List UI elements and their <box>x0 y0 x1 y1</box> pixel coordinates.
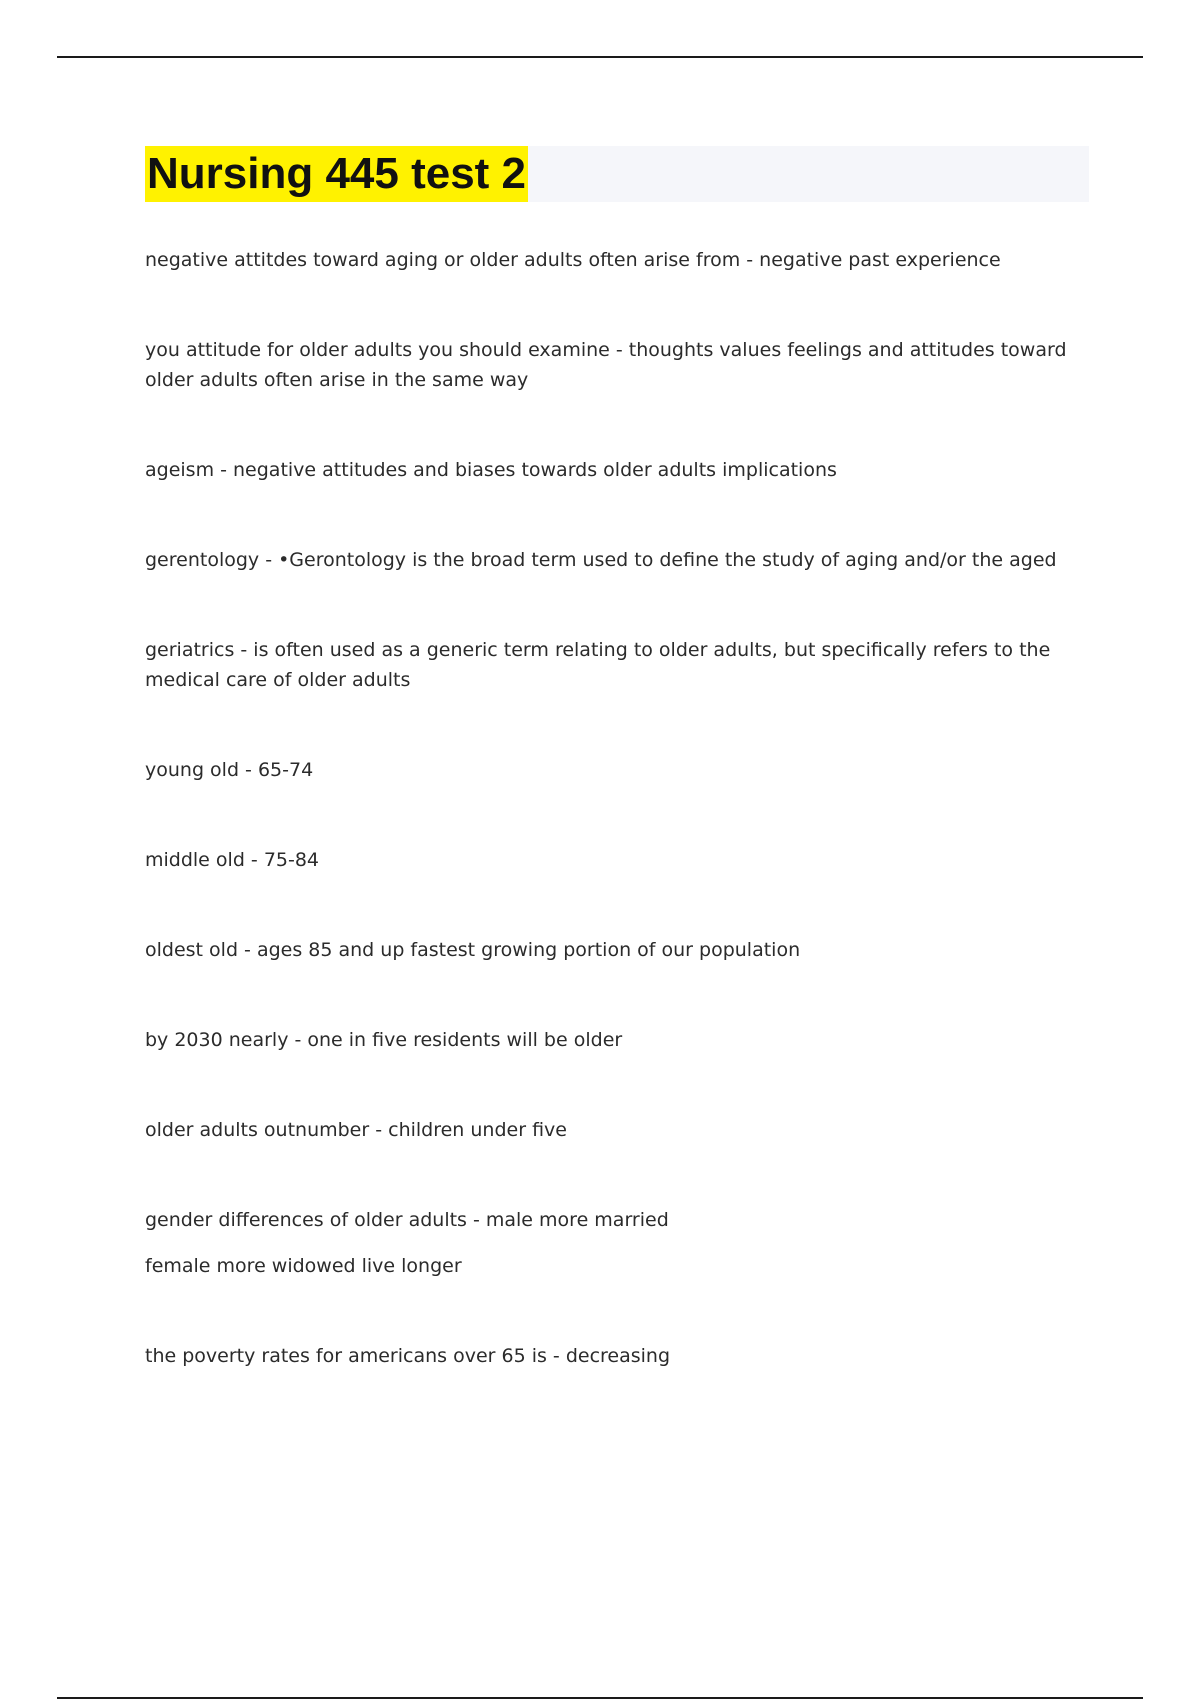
flashcard <box>145 1205 1089 1281</box>
flashcard-list <box>145 245 1089 1371</box>
flashcard <box>145 335 1089 395</box>
flashcard-text: middle old - 75-84 <box>145 849 320 871</box>
flashcard <box>145 935 1089 965</box>
flashcard <box>145 1341 1089 1371</box>
document-title: Nursing 445 test 2 <box>145 146 528 202</box>
flashcard <box>145 635 1089 695</box>
flashcard <box>145 755 1089 785</box>
flashcard <box>145 845 1089 875</box>
flashcard <box>145 1025 1089 1055</box>
flashcard-text: by 2030 nearly - one in five residents will be older <box>145 1029 623 1051</box>
flashcard <box>145 1115 1089 1145</box>
flashcard-text: negative attitdes toward aging or older adults often arise from - negative past experience <box>145 249 1001 271</box>
flashcard <box>145 245 1089 275</box>
flashcard-text: you attitude for older adults you should examine - thoughts values feelings and attitudes toward older adults often arise in the same way <box>145 339 1067 391</box>
flashcard-text: young old - 65-74 <box>145 759 314 781</box>
header-rule <box>57 56 1143 58</box>
flashcard <box>145 455 1089 485</box>
flashcard-text: geriatrics - is often used as a generic term relating to older adults, but specifically refers to the medical care of older adults <box>145 639 1051 691</box>
flashcard-text: ageism - negative attitudes and biases towards older adults implications <box>145 459 837 481</box>
flashcard-text: the poverty rates for americans over 65 is - decreasing <box>145 1345 671 1367</box>
flashcard <box>145 545 1089 575</box>
flashcard-text: older adults outnumber - children under five <box>145 1119 567 1141</box>
flashcard-text-continued: female more widowed live longer <box>145 1255 462 1277</box>
flashcard-text: gender differences of older adults - male more married <box>145 1209 669 1231</box>
footer-rule <box>57 1697 1143 1699</box>
flashcard-text: gerentology - •Gerontology is the broad term used to define the study of aging and/or the aged <box>145 549 1057 571</box>
flashcard-text: oldest old - ages 85 and up fastest growing portion of our population <box>145 939 801 961</box>
